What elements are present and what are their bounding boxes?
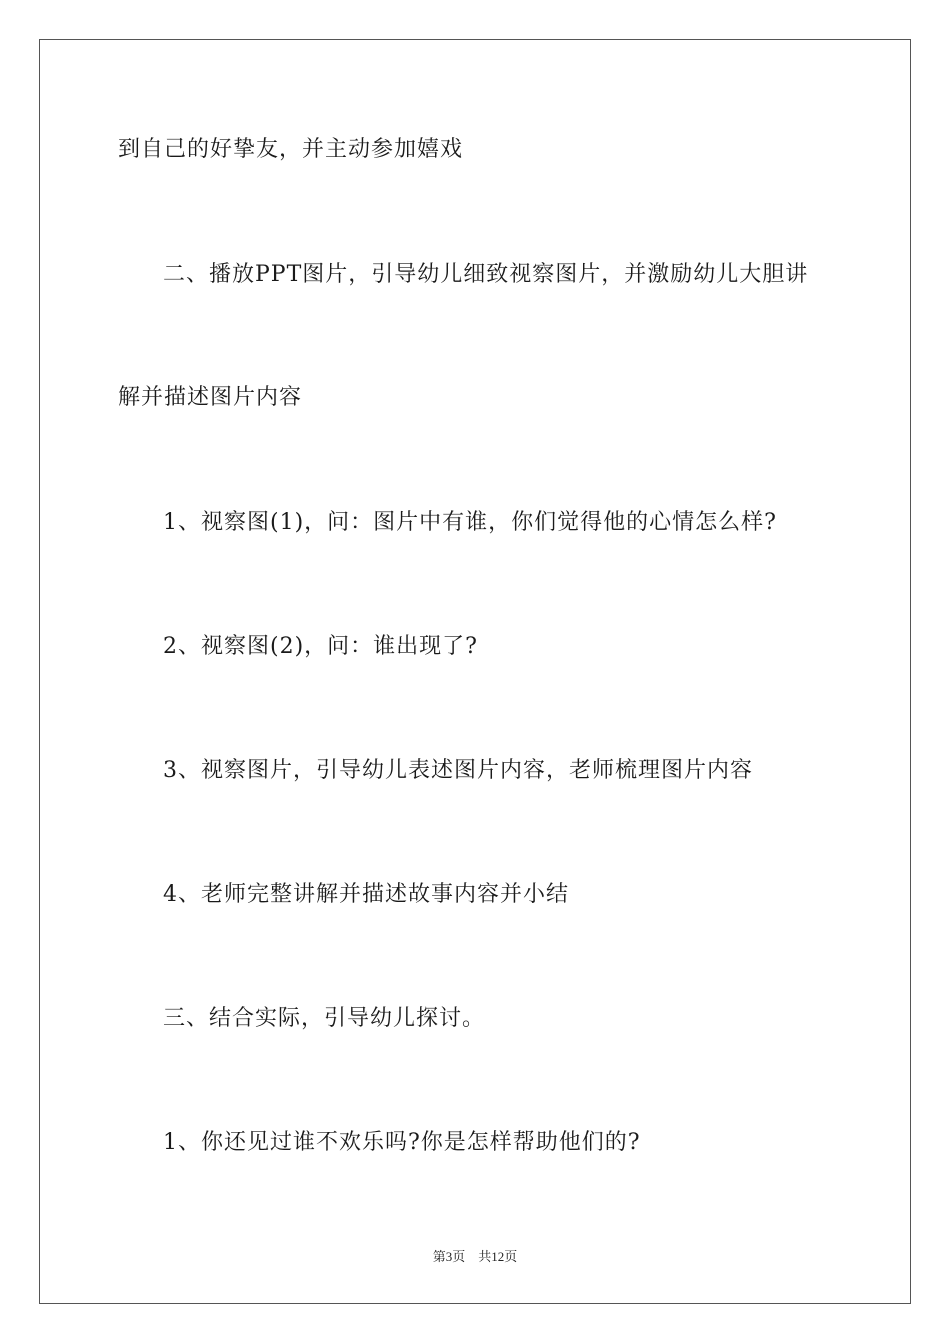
list-item: 2、视察图(2)，问：谁出现了? xyxy=(163,634,478,659)
section-heading: 二、播放PPT图片，引导幼儿细致视察图片，并激励幼儿大胆讲 xyxy=(163,262,809,287)
body-line: 到自己的好挚友，并主动参加嬉戏 xyxy=(118,137,464,162)
list-item: 1、视察图(1)，问：图片中有谁，你们觉得他的心情怎么样? xyxy=(163,510,777,535)
body-line: 解并描述图片内容 xyxy=(118,385,303,410)
section-heading: 三、结合实际，引导幼儿探讨。 xyxy=(163,1006,486,1031)
list-item: 1、你还见过谁不欢乐吗?你是怎样帮助他们的? xyxy=(163,1130,641,1155)
page-footer: 第3页 共12页 xyxy=(432,1249,518,1264)
list-item: 4、老师完整讲解并描述故事内容并小结 xyxy=(163,882,569,907)
page-border xyxy=(39,39,911,1304)
list-item: 3、视察图片，引导幼儿表述图片内容，老师梳理图片内容 xyxy=(163,758,753,783)
